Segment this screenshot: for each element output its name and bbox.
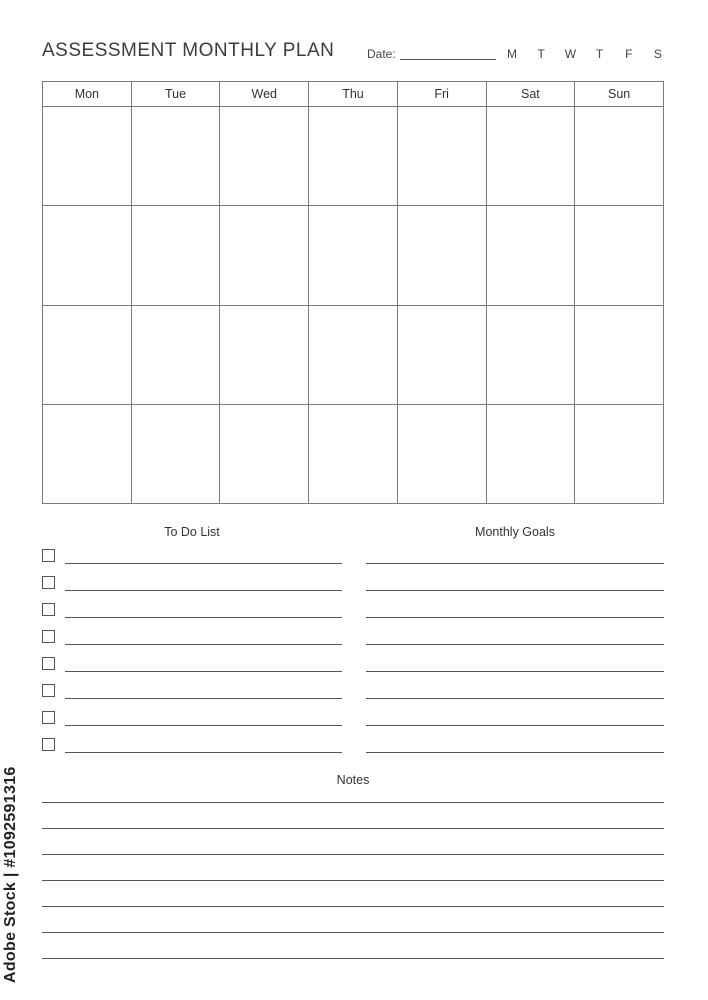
calendar-day-cell[interactable] <box>131 404 220 503</box>
todo-write-line[interactable] <box>65 725 342 726</box>
notes-title: Notes <box>336 773 370 787</box>
note-write-line[interactable] <box>42 828 664 829</box>
stock-credit-watermark: Adobe Stock | #1092591316 <box>2 766 19 983</box>
calendar-day-cell[interactable] <box>220 107 309 206</box>
goal-write-line[interactable] <box>366 644 664 645</box>
calendar-day-cell[interactable] <box>486 206 575 305</box>
note-write-line[interactable] <box>42 802 664 803</box>
weekday-initial-tue[interactable]: T <box>537 47 545 61</box>
calendar-day-cell[interactable] <box>43 107 132 206</box>
page-title: ASSESSMENT MONTHLY PLAN <box>42 40 335 61</box>
todo-item <box>42 630 342 646</box>
todo-item <box>42 711 342 727</box>
calendar-body <box>43 107 664 504</box>
todo-write-line[interactable] <box>65 617 342 618</box>
goal-write-line[interactable] <box>366 563 664 564</box>
day-header-sun: Sun <box>575 82 664 107</box>
calendar-day-cell[interactable] <box>486 107 575 206</box>
calendar-day-cell[interactable] <box>309 305 398 404</box>
calendar-day-cell[interactable] <box>575 206 664 305</box>
todo-item <box>42 738 342 754</box>
calendar-grid <box>42 81 664 504</box>
todo-write-line[interactable] <box>65 563 342 564</box>
todo-write-line[interactable] <box>65 590 342 591</box>
weekday-initial-mon[interactable]: M <box>507 47 517 61</box>
calendar-week-row <box>43 305 664 404</box>
todo-write-line[interactable] <box>65 671 342 672</box>
calendar-week-row <box>43 206 664 305</box>
calendar-week-row <box>43 107 664 206</box>
calendar-week-row <box>43 404 664 503</box>
todo-write-line[interactable] <box>65 644 342 645</box>
calendar-day-cell[interactable] <box>131 107 220 206</box>
todo-write-line[interactable] <box>65 698 342 699</box>
day-header-sat: Sat <box>486 82 575 107</box>
note-write-line[interactable] <box>42 854 664 855</box>
weekday-initial-sat[interactable]: S <box>653 47 662 61</box>
calendar-day-cell[interactable] <box>43 206 132 305</box>
todo-write-line[interactable] <box>65 752 342 753</box>
calendar-day-cell[interactable] <box>486 404 575 503</box>
day-header-wed: Wed <box>220 82 309 107</box>
calendar-day-cell[interactable] <box>397 107 486 206</box>
todo-item <box>42 657 342 673</box>
calendar-header-row <box>43 82 664 107</box>
todo-checkbox[interactable] <box>42 630 55 643</box>
todo-item <box>42 684 342 700</box>
calendar-day-cell[interactable] <box>220 305 309 404</box>
date-label: Date: <box>367 47 396 61</box>
weekday-initial-fri[interactable]: F <box>625 47 633 61</box>
note-write-line[interactable] <box>42 932 664 933</box>
goals-title: Monthly Goals <box>475 525 555 539</box>
todo-item <box>42 549 342 565</box>
weekday-initial-wed[interactable]: W <box>564 47 577 61</box>
calendar-day-cell[interactable] <box>131 305 220 404</box>
calendar-day-cell[interactable] <box>575 404 664 503</box>
calendar-day-cell[interactable] <box>131 206 220 305</box>
weekday-initials <box>500 47 670 61</box>
calendar-day-cell[interactable] <box>309 206 398 305</box>
calendar-day-cell[interactable] <box>397 206 486 305</box>
todo-item <box>42 603 342 619</box>
goal-write-line[interactable] <box>366 698 664 699</box>
note-write-line[interactable] <box>42 958 664 959</box>
note-write-line[interactable] <box>42 880 664 881</box>
goal-write-line[interactable] <box>366 725 664 726</box>
todo-checkbox[interactable] <box>42 684 55 697</box>
goal-write-line[interactable] <box>366 590 664 591</box>
goal-write-line[interactable] <box>366 671 664 672</box>
todo-item <box>42 576 342 592</box>
calendar-day-cell[interactable] <box>309 404 398 503</box>
day-header-tue: Tue <box>131 82 220 107</box>
calendar-day-cell[interactable] <box>397 305 486 404</box>
day-header-thu: Thu <box>309 82 398 107</box>
todo-checkbox[interactable] <box>42 711 55 724</box>
goal-write-line[interactable] <box>366 617 664 618</box>
weekday-initial-thu[interactable]: T <box>595 47 604 61</box>
todo-title: To Do List <box>164 525 220 539</box>
calendar-day-cell[interactable] <box>575 305 664 404</box>
day-header-fri: Fri <box>397 82 486 107</box>
goal-write-line[interactable] <box>366 752 664 753</box>
todo-checkbox[interactable] <box>42 576 55 589</box>
calendar-day-cell[interactable] <box>43 404 132 503</box>
day-header-mon: Mon <box>43 82 132 107</box>
calendar-day-cell[interactable] <box>220 404 309 503</box>
calendar-day-cell[interactable] <box>575 107 664 206</box>
note-write-line[interactable] <box>42 906 664 907</box>
calendar-day-cell[interactable] <box>43 305 132 404</box>
todo-checkbox[interactable] <box>42 603 55 616</box>
date-input-line[interactable] <box>400 59 496 60</box>
todo-checkbox[interactable] <box>42 738 55 751</box>
calendar-day-cell[interactable] <box>486 305 575 404</box>
calendar-day-cell[interactable] <box>220 206 309 305</box>
calendar-day-cell[interactable] <box>397 404 486 503</box>
todo-checkbox[interactable] <box>42 657 55 670</box>
calendar-day-cell[interactable] <box>309 107 398 206</box>
todo-checkbox[interactable] <box>42 549 55 562</box>
